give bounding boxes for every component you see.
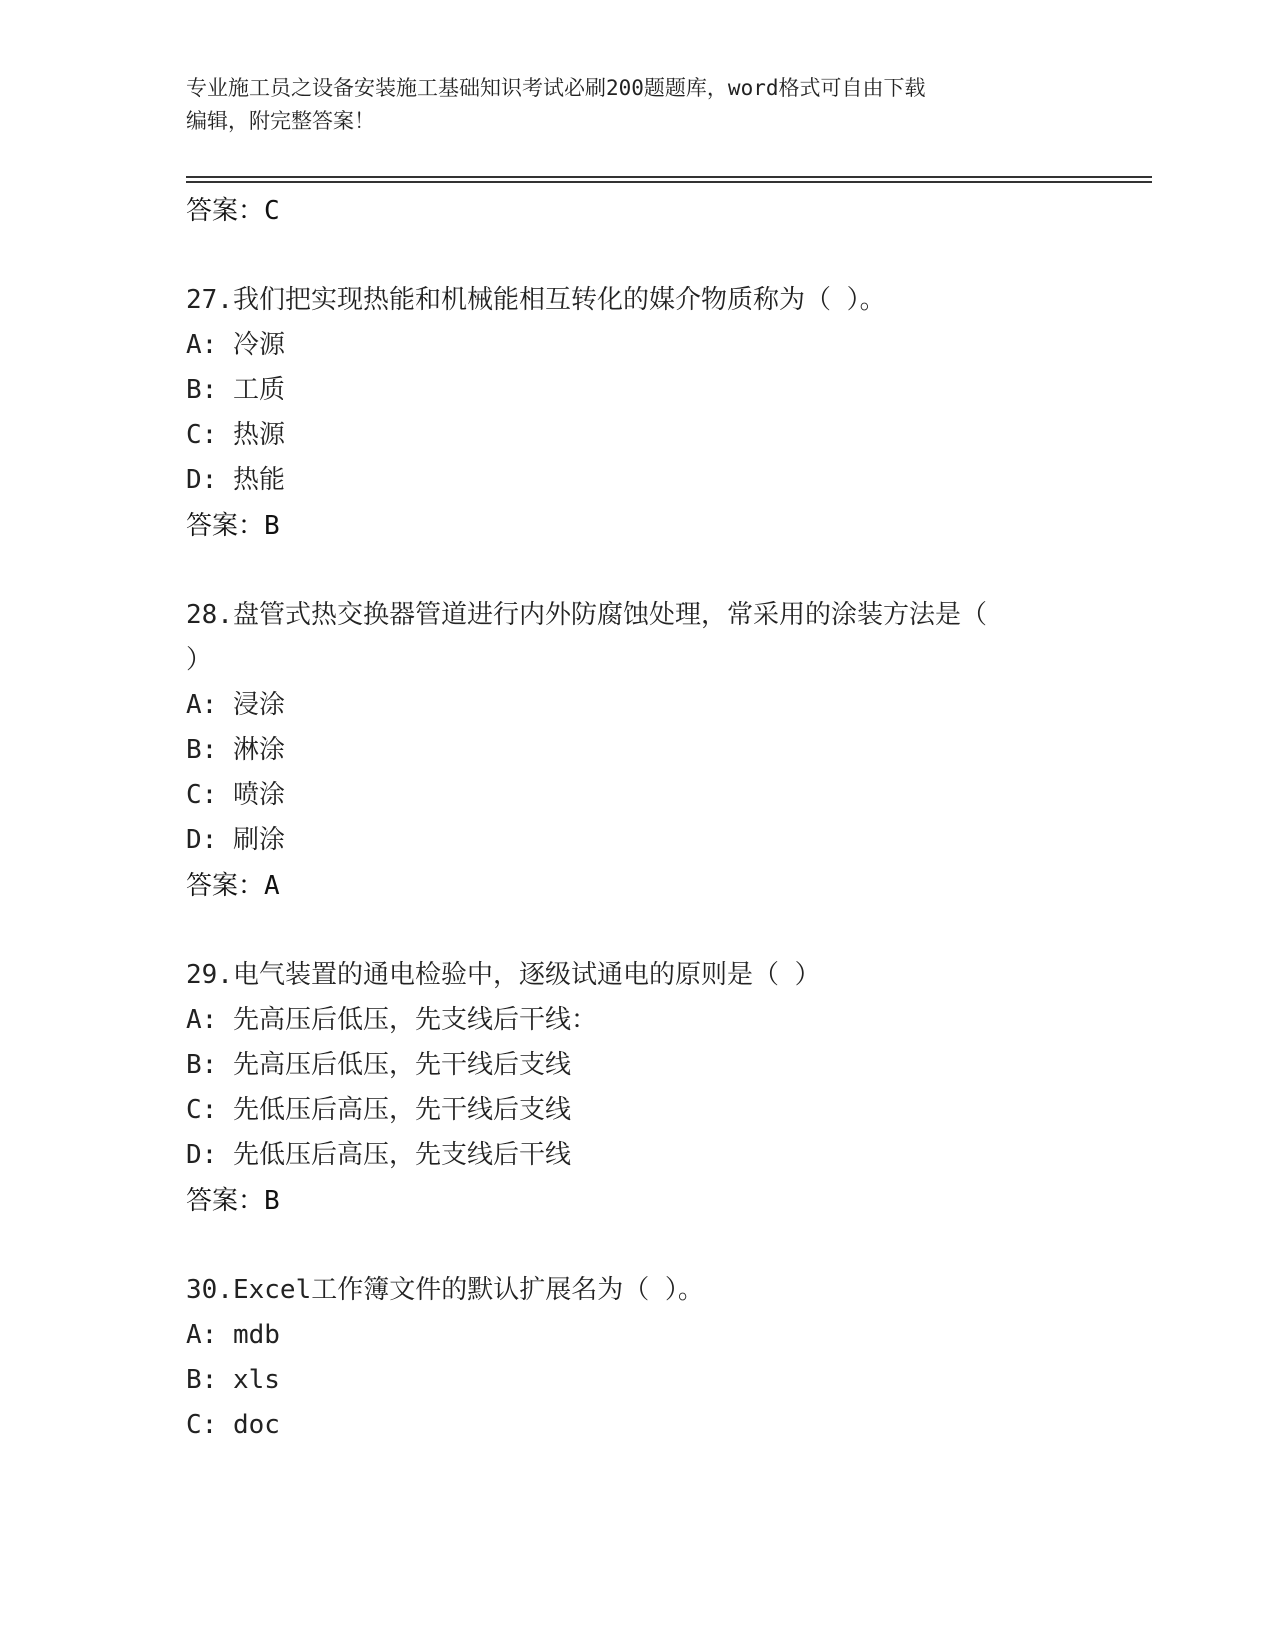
answer-line: 答案：A: [186, 871, 280, 901]
question-text-continued: ）: [186, 645, 213, 675]
question-text: 30.Excel工作簿文件的默认扩展名为（ ）。: [186, 1275, 704, 1305]
header-line-1: 专业施工员之设备安装施工基础知识考试必刷200题题库，word格式可自由下载: [186, 76, 926, 100]
option-d: D: 刷涂: [186, 825, 285, 855]
option-c: C: 热源: [186, 420, 285, 450]
answer-line: 答案：B: [186, 511, 280, 541]
spacer: [186, 549, 1086, 593]
header-line-2: 编辑，附完整答案！: [186, 109, 375, 133]
document-header: [186, 72, 1066, 138]
answer-line: 答案：C: [186, 196, 280, 226]
option-a: A: 冷源: [186, 330, 285, 360]
option-b: B: 淋涂: [186, 735, 285, 765]
question-block: [186, 953, 1086, 1224]
header-rule-top: [186, 176, 1152, 178]
option-c: C: 喷涂: [186, 780, 285, 810]
option-a: A: 先高压后低压，先支线后干线：: [186, 1005, 597, 1035]
option-b: B: 工质: [186, 375, 285, 405]
question-text: 27.我们把实现热能和机械能相互转化的媒介物质称为（ ）。: [186, 285, 886, 315]
answer-line: 答案：B: [186, 1186, 280, 1216]
question-text: 28.盘管式热交换器管道进行内外防腐蚀处理，常采用的涂装方法是（: [186, 600, 987, 630]
question-text: 29.电气装置的通电检验中，逐级试通电的原则是（ ）: [186, 960, 821, 990]
spacer: [186, 234, 1086, 278]
option-d: D: 热能: [186, 465, 285, 495]
question-list: [186, 188, 1086, 1448]
spacer: [186, 1224, 1086, 1268]
option-b: B: 先高压后低压，先干线后支线: [186, 1050, 571, 1080]
spacer: [186, 909, 1086, 953]
question-block: [186, 1268, 1086, 1448]
question-block: [186, 593, 1086, 909]
option-c: C: doc: [186, 1410, 280, 1440]
option-a: A: mdb: [186, 1320, 280, 1350]
question-block: [186, 278, 1086, 549]
option-b: B: xls: [186, 1365, 280, 1395]
option-d: D: 先低压后高压，先支线后干线: [186, 1140, 571, 1170]
option-a: A: 浸涂: [186, 690, 285, 720]
option-c: C: 先低压后高压，先干线后支线: [186, 1095, 571, 1125]
header-rule-bottom: [186, 181, 1152, 183]
